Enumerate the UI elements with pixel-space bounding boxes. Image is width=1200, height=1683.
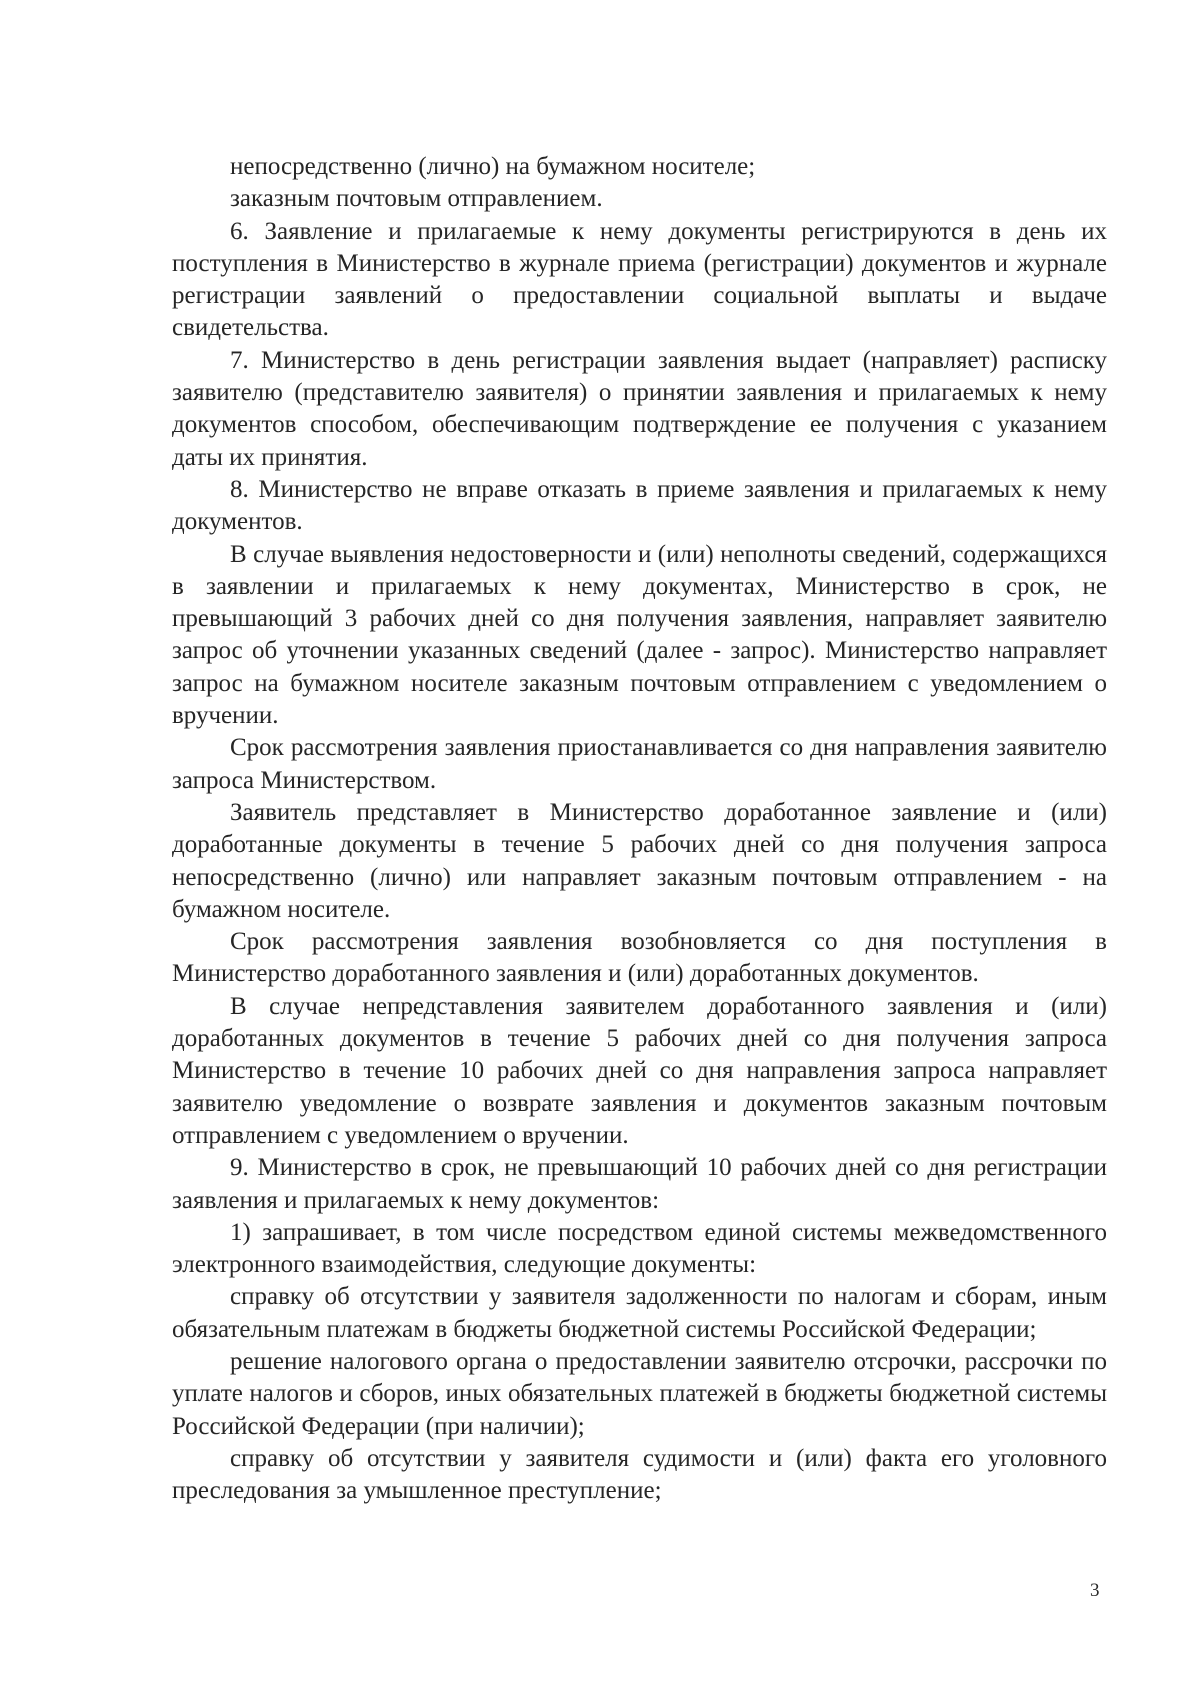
paragraph-criminal-record: справку об отсутствии у заявителя судимости и (или) факта его уголовного преследования за умышленное преступление; [172, 1444, 1107, 1505]
paragraph-subitem-1: 1) запрашивает, в том числе посредством единой системы межведомственного электронного взаимодействия, следующие документы: [172, 1218, 1107, 1279]
paragraph-resumption: Срок рассмотрения заявления возобновляется со дня поступления в Министерство доработанного заявления и (или) доработанных документов. [172, 928, 1107, 988]
paragraph-item-8: 8. Министерство не вправе отказать в приеме заявления и прилагаемых к нему документов. [172, 475, 1107, 536]
paragraph-item-6: 6. Заявление и прилагаемые к нему документы регистрируются в день их поступления в Министерство в журнале приема (регистрации) документов и журнале регистрации заявлений о предоставлении социальной выплаты и выдаче свидетельства. [172, 217, 1107, 342]
paragraph-tax-certificate: справку об отсутствии у заявителя задолженности по налогам и сборам, иным обязательным платежам в бюджеты бюджетной системы Российской Федерации; [172, 1283, 1107, 1343]
paragraph-revised-submission: Заявитель представляет в Министерство доработанное заявление и (или) доработанные документы в течение 5 рабочих дней со дня получения запроса непосредственно (лично) или направляет заказным почтовым отправлением - на бумажном носителе. [172, 798, 1107, 923]
paragraph-suspension: Срок рассмотрения заявления приостанавливается со дня направления заявителю запроса Министерством. [172, 734, 1107, 794]
paragraph-delivery-by-mail: заказным почтовым отправлением. [230, 185, 603, 213]
paragraph-delivery-in-person: непосредственно (лично) на бумажном носителе; [230, 153, 756, 180]
paragraph-tax-deferral: решение налогового органа о предоставлении заявителю отсрочки, рассрочки по уплате налогов и сборов, иных обязательных платежей в бюджеты бюджетной системы Российской Федерации (при наличии); [172, 1347, 1107, 1440]
page-number: 3 [1090, 1580, 1100, 1601]
paragraph-item-9: 9. Министерство в срок, не превышающий 10 рабочих дней со дня регистрации заявления и прилагаемых к нему документов: [172, 1154, 1107, 1214]
paragraph-non-submission: В случае непредставления заявителем доработанного заявления и (или) доработанных документов в течение 5 рабочих дней со дня получения запроса Министерство в течение 10 рабочих дней со дня направления запроса направляет заявителю уведомление о возврате заявления и документов заказным почтовым отправлением с уведомлением о вручении. [172, 992, 1107, 1149]
document-body [172, 151, 1107, 1507]
paragraph-item-7: 7. Министерство в день регистрации заявления выдает (направляет) расписку заявителю (представителю заявителя) о принятии заявления и прилагаемых к нему документов способом, обеспечивающим подтверждение ее получения с указанием даты их принятия. [172, 346, 1107, 471]
paragraph-inaccuracy-request: В случае выявления недостоверности и (или) неполноты сведений, содержащихся в заявлении и прилагаемых к нему документах, Министерство в срок, не превышающий 3 рабочих дней со дня получения заявления, направляет заявителю запрос об уточнении указанных сведений (далее - запрос). Министерство направляет запрос на бумажном носителе заказным почтовым отправлением с уведомлением о вручении. [172, 540, 1107, 730]
